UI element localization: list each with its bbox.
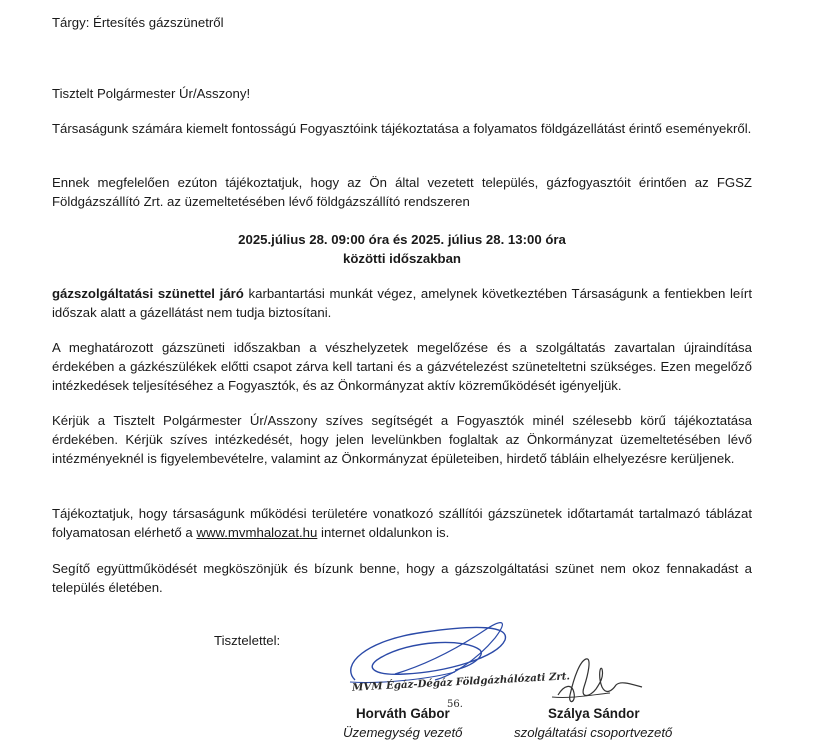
letter-salutation: Tisztelt Polgármester Úr/Asszony!	[52, 86, 251, 101]
website-text-before: Tájékoztatjuk, hogy társaságunk működési területére vonatkozó szállítói gázszünetek időtartamát tartalmazó táblázat folyamatosan elérhető a	[52, 506, 752, 540]
outage-period-line1: 2025.július 28. 09:00 óra és 2025. július 28. 13:00 óra	[238, 232, 566, 247]
paragraph-website	[52, 504, 752, 542]
paragraph-request: Kérjük a Tisztelt Polgármester Úr/Asszony szíves segítségét a Fogyasztók minél szélesebb körű tájékoztatása érdekében. Kérjük szíves intézkedését, hogy jelen levelünkben foglaltak az Önkormányzat üzemeltetésében lévő intézményeknél is figyelembevételre, valamint az Önkormányzat épületeiben, hirdető tábláin elhelyezésre kerüljenek.	[52, 413, 752, 466]
paragraph-safety: A meghatározott gázszüneti időszakban a vészhelyzetek megelőzése és a szolgáltatás zavartalan újraindítása érdekében a gázkészülékek előtti csapot zárva kell tartani és a gázvételezést szüneteltetni szükséges. Ezen megelőző intézkedések teljesítéséhez a Fogyasztók, és az Önkormányzat aktív közreműködését igényeljük.	[52, 340, 752, 393]
signature-szalya-image	[550, 655, 670, 710]
letter-subject: Tárgy: Értesítés gázszünetről	[52, 15, 224, 30]
maintenance-text: karbantartási munkát végez, amelynek következtében Társaságunk a fentiekben leírt időszak alatt a gázellátást nem tudja biztosítani.	[52, 286, 752, 320]
stamp-number: 56.	[447, 699, 463, 710]
paragraph-thanks: Segítő együttműködését megköszönjük és bízunk benne, hogy a gázszolgáltatási szünet nem okoz fennakadást a település életében.	[52, 561, 752, 595]
outage-period-line2: közötti időszakban	[343, 251, 461, 266]
website-link[interactable]: www.mvmhalozat.hu	[196, 525, 318, 540]
letter-closing: Tisztelettel:	[214, 633, 281, 648]
signatory-2-role: szolgáltatási csoportvezető	[514, 725, 673, 740]
company-stamp: MVM Égáz-Dégáz Földgázhálózati Zrt.	[351, 670, 571, 694]
signatory-2-name: Szálya Sándor	[548, 706, 640, 721]
signatory-1-name: Horváth Gábor	[356, 706, 450, 721]
paragraph-intro: Társaságunk számára kiemelt fontosságú Fogyasztóink tájékoztatása a folyamatos földgázellátást érintő eseményekről.	[52, 121, 752, 136]
paragraph-notice: Ennek megfelelően ezúton tájékoztatjuk, hogy az Ön által vezetett település, gázfogyasztóit érintően az FGSZ Földgázszállító Zrt. az üzemeltetésében lévő földgázszállító rendszeren	[52, 175, 752, 209]
website-text-after: internet oldalunkon is.	[317, 525, 450, 540]
maintenance-emphasis: gázszolgáltatási szünettel járó	[52, 286, 244, 301]
signatory-1-role: Üzemegység vezető	[343, 725, 463, 740]
paragraph-maintenance	[52, 284, 752, 322]
